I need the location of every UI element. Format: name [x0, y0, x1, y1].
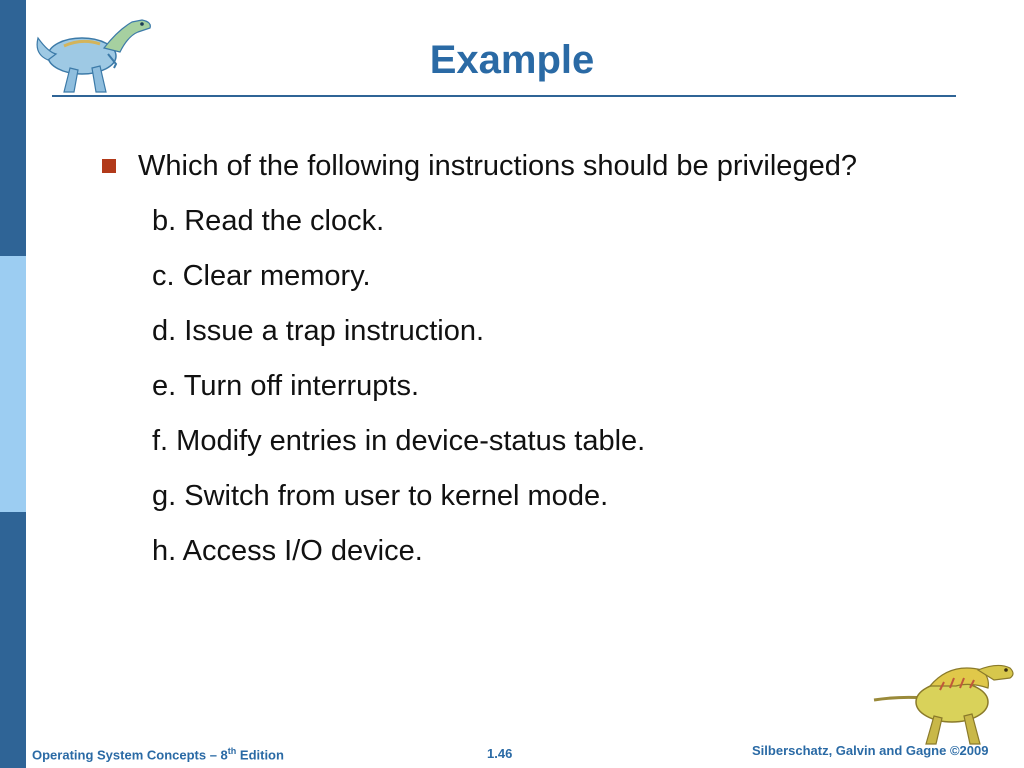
option-c: c. Clear memory.: [152, 260, 371, 292]
option-f: f. Modify entries in device-status table.: [152, 425, 646, 457]
footer-book-title: [32, 746, 284, 762]
option-e: e. Turn off interrupts.: [152, 370, 420, 402]
bullet-item: [102, 146, 1002, 186]
sidebar-accent-light: [0, 256, 26, 512]
option-d: d. Issue a trap instruction.: [152, 315, 485, 347]
square-bullet-icon: [102, 159, 116, 173]
option-h: h. Access I/O device.: [152, 535, 423, 567]
footer-edition-text: Edition: [236, 747, 284, 763]
footer-book-title-text: Operating System Concepts – 8: [32, 747, 228, 763]
footer-page-number: 1.46: [487, 746, 513, 761]
option-b: b. Read the clock.: [152, 205, 385, 237]
footer-authors: Silberschatz, Galvin and Gagne ©2009: [752, 743, 989, 758]
option-g: g. Switch from user to kernel mode.: [152, 480, 609, 512]
slide-content: [102, 146, 1002, 571]
dinosaur-icon: [870, 656, 1018, 748]
title-divider: [52, 95, 956, 97]
footer-edition-superscript: th: [227, 746, 237, 756]
question-text: Which of the following instructions should be privileged?: [138, 150, 857, 182]
slide-title: Example: [429, 38, 595, 82]
